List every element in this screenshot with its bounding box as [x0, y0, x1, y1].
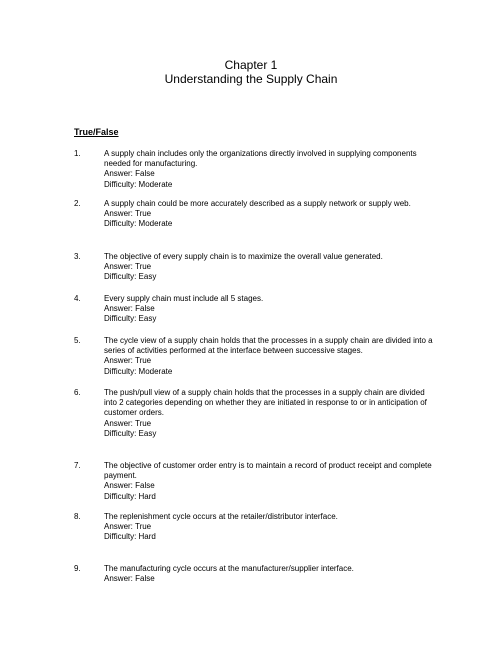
question-text: The replenishment cycle occurs at the retailer/distributor interface.: [104, 512, 338, 521]
question-difficulty: Difficulty: Moderate: [104, 366, 173, 376]
question-item: [74, 512, 434, 543]
question-text: The objective of customer order entry is to maintain a record of product receipt and complete payment.: [104, 461, 432, 481]
question-answer: Answer: True: [104, 522, 152, 532]
question-number: 8.: [74, 512, 81, 521]
question-item: [74, 294, 434, 325]
question-number: 7.: [74, 461, 81, 470]
question-number: 3.: [74, 252, 81, 261]
question-answer: Answer: True: [104, 262, 152, 272]
question-number: 5.: [74, 336, 81, 345]
question-item: [74, 564, 434, 584]
question-difficulty: Difficulty: Easy: [104, 272, 157, 282]
question-difficulty: Difficulty: Moderate: [104, 179, 173, 189]
question-text: The cycle view of a supply chain holds that the processes in a supply chain are divided into a series of activities performed at the interface between successive stages.: [104, 336, 433, 356]
section-heading: True/False: [74, 127, 119, 137]
chapter-heading: Chapter 1: [224, 58, 278, 72]
question-difficulty: Difficulty: Moderate: [104, 219, 173, 229]
page-title: Understanding the Supply Chain: [164, 72, 338, 86]
question-text: The push/pull view of a supply chain holds that the processes in a supply chain are divided into 2 categories depending on whether they are initiated in response to or in anticipation of customer orders.: [104, 388, 427, 418]
question-answer: Answer: True: [104, 356, 152, 366]
question-text: A supply chain includes only the organizations directly involved in supplying components needed for manufacturing.: [104, 149, 417, 169]
question-item: [74, 199, 434, 230]
question-item: [74, 149, 434, 190]
question-answer: Answer: False: [104, 481, 155, 491]
question-difficulty: Difficulty: Hard: [104, 532, 156, 542]
question-answer: Answer: True: [104, 209, 152, 219]
question-answer: Answer: False: [104, 574, 155, 584]
question-item: [74, 461, 434, 502]
question-number: 6.: [74, 388, 81, 397]
question-number: 2.: [74, 199, 81, 208]
question-item: [74, 388, 434, 439]
question-text: The manufacturing cycle occurs at the manufacturer/supplier interface.: [104, 564, 354, 573]
question-text: The objective of every supply chain is to maximize the overall value generated.: [104, 252, 383, 261]
question-answer: Answer: True: [104, 418, 152, 428]
question-difficulty: Difficulty: Easy: [104, 428, 157, 438]
question-item: [74, 252, 434, 283]
question-answer: Answer: False: [104, 169, 155, 179]
question-text: Every supply chain must include all 5 stages.: [104, 294, 264, 303]
question-item: [74, 336, 434, 377]
question-number: 4.: [74, 294, 81, 303]
question-number: 1.: [74, 149, 81, 158]
question-difficulty: Difficulty: Hard: [104, 491, 156, 501]
question-number: 9.: [74, 564, 81, 573]
question-answer: Answer: False: [104, 304, 155, 314]
question-difficulty: Difficulty: Easy: [104, 314, 157, 324]
question-text: A supply chain could be more accurately described as a supply network or supply web.: [104, 199, 411, 208]
